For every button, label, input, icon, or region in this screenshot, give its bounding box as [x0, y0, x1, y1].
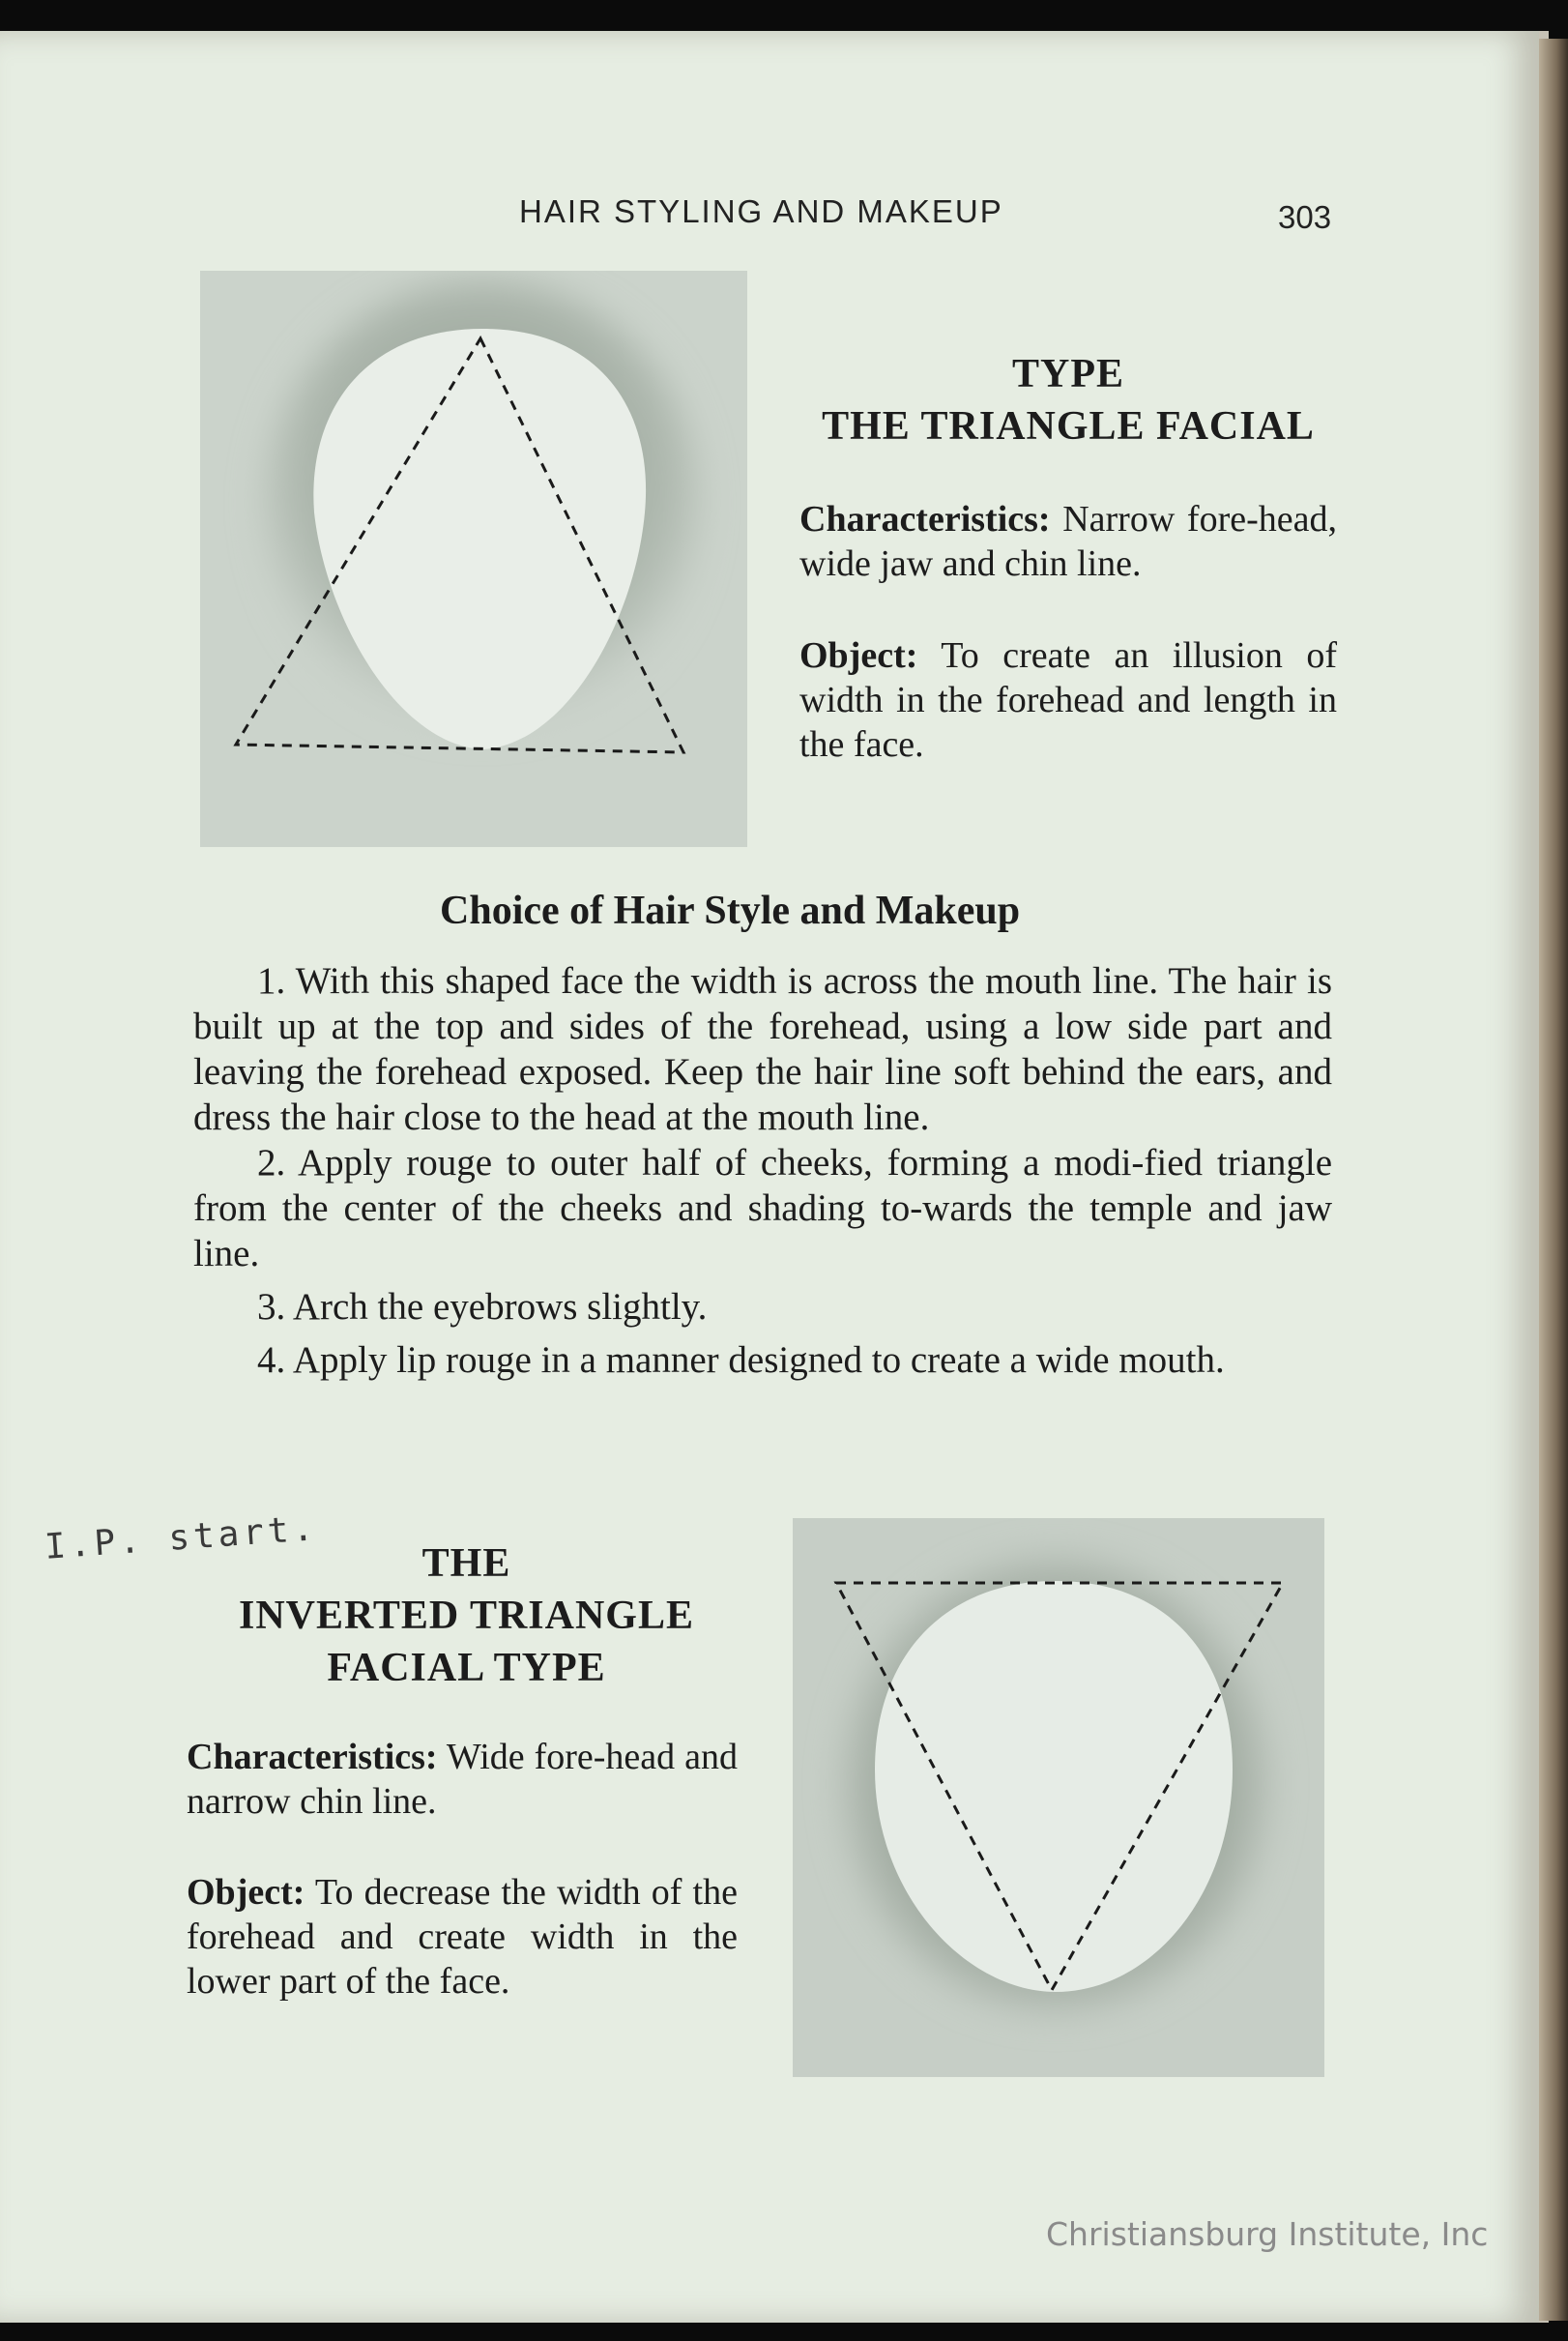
triangle-face-figure: [200, 271, 747, 847]
choice-item-4: 4. Apply lip rouge in a manner designed to create a wide mouth.: [257, 1339, 1225, 1381]
inverted-triangle-face-figure: [793, 1518, 1324, 2077]
object-text: To decrease the width of the forehead and create width in the lower part of the face.: [187, 1872, 738, 2002]
inverted-title-line1: THE: [421, 1541, 511, 1586]
characteristics-label: Characteristics:: [187, 1737, 438, 1777]
characteristics-text: Narrow fore-head, wide jaw and chin line.: [799, 499, 1337, 584]
choice-list: [193, 958, 1332, 1383]
object-label: Object:: [187, 1872, 305, 1913]
triangle-characteristics: [799, 497, 1337, 586]
choice-item-3: 3. Arch the eyebrows slightly.: [257, 1286, 708, 1328]
choice-heading: Choice of Hair Style and Makeup: [440, 889, 1021, 933]
book-spine: [1539, 39, 1568, 2321]
page-number: 303: [1278, 199, 1332, 235]
triangle-title-line1: TYPE: [1011, 352, 1124, 396]
handwritten-margin-note: I.P. start.: [43, 1508, 319, 1567]
object-text: To create an illusion of width in the forehead and length in the face.: [799, 635, 1337, 765]
watermark: Christiansburg Institute, Inc: [1046, 2215, 1489, 2253]
running-head: HAIR STYLING AND MAKEUP: [519, 193, 1003, 229]
inverted-object: [187, 1870, 738, 2004]
triangle-title-line2: THE TRIANGLE FACIAL: [822, 404, 1315, 449]
triangle-object: [799, 633, 1337, 767]
inverted-title-line3: FACIAL TYPE: [327, 1646, 606, 1690]
characteristics-text: Wide fore-head and narrow chin line.: [187, 1737, 738, 1822]
choice-item-1: 1. With this shaped face the width is across the mouth line. The hair is built up at the top and sides of the forehead, using a low side part and leaving the forehead exposed. Keep the hair line soft behind the ears, and dress the hair close to the head at the mouth line.: [193, 960, 1332, 1138]
object-label: Object:: [799, 635, 918, 676]
characteristics-label: Characteristics:: [799, 499, 1051, 540]
choice-item-2: 2. Apply rouge to outer half of cheeks, forming a modi-fied triangle from the center of the cheeks and shading to-wards the temple and jaw line.: [193, 1142, 1332, 1274]
inverted-characteristics: [187, 1735, 738, 1824]
inverted-title-line2: INVERTED TRIANGLE: [238, 1594, 695, 1638]
